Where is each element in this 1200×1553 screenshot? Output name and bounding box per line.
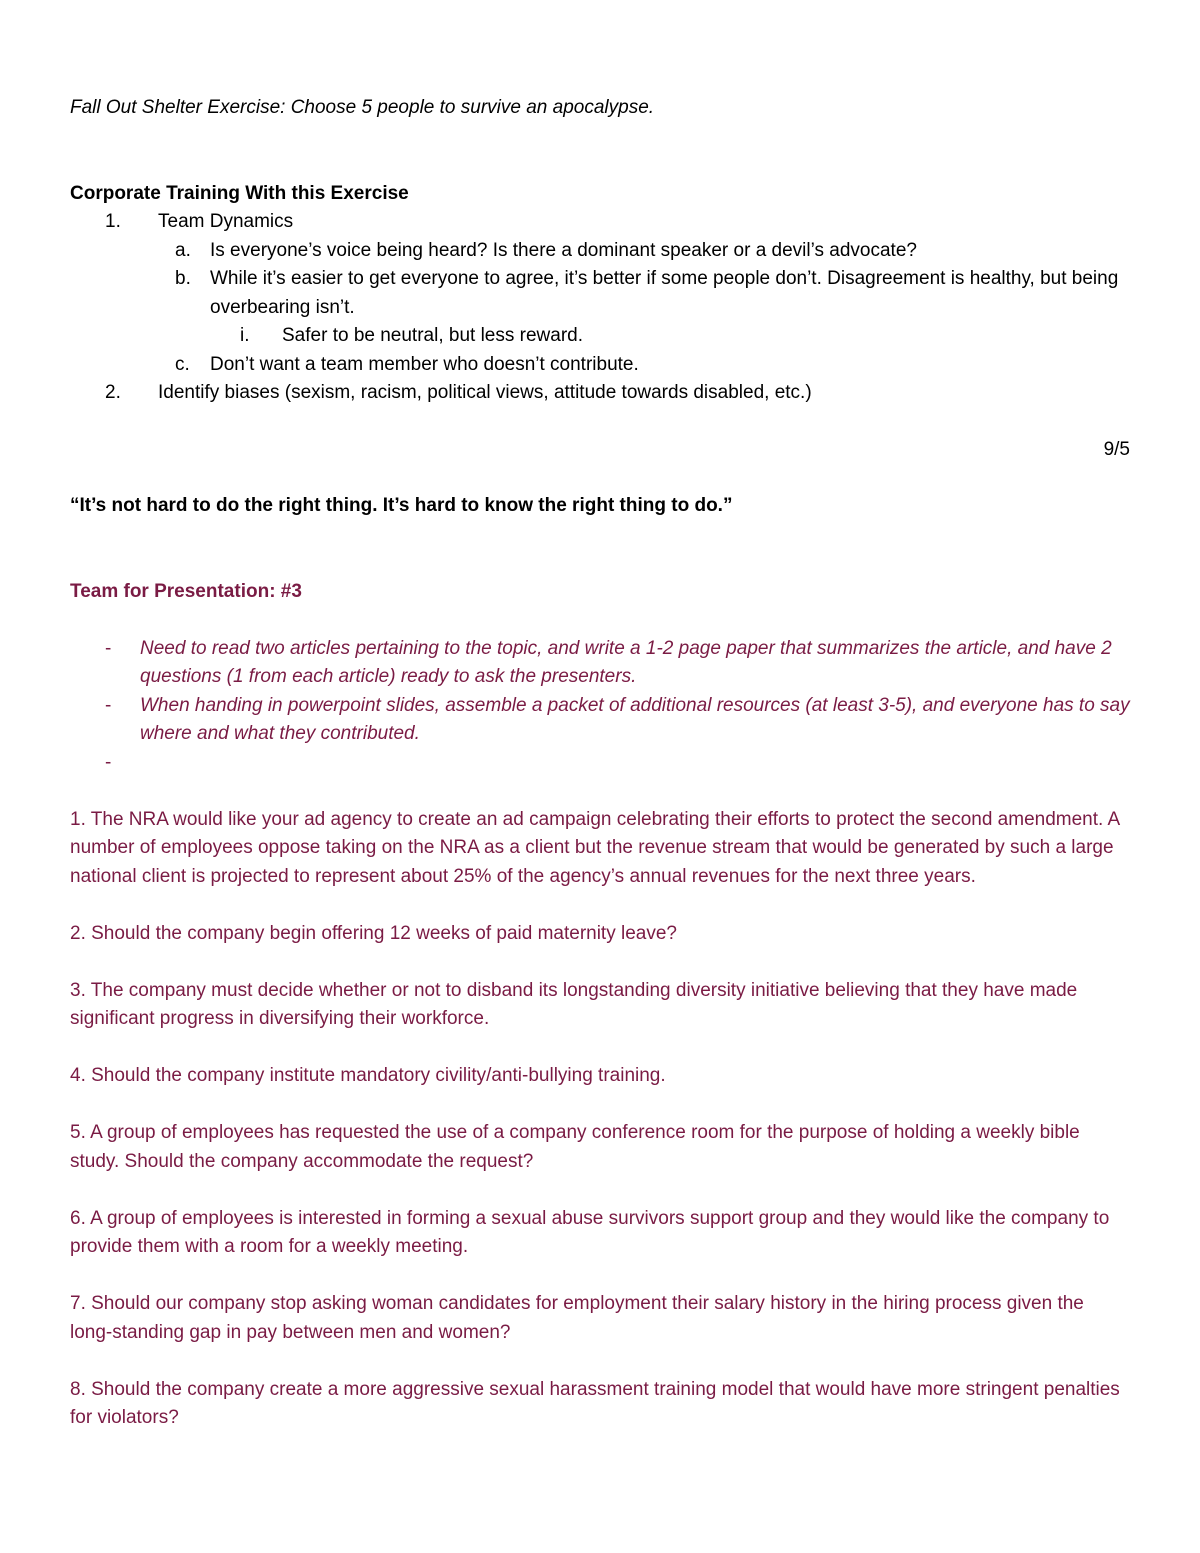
list-item-text: Identify biases (sexism, racism, political views, attitude towards disabled, etc.) <box>158 382 812 403</box>
training-item <box>70 208 1130 237</box>
dash-marker: - <box>105 751 112 773</box>
list-item-text: Team Dynamics <box>158 211 294 232</box>
scenario-list <box>70 806 1130 1433</box>
list-item <box>70 635 1130 692</box>
scenario-item: 3. The company must decide whether or not to disband its longstanding diversity initiative believing that they have made significant progress in diversifying their workforce. <box>70 979 1078 1029</box>
training-subsubitem <box>70 322 1130 351</box>
document-page <box>70 94 1130 1433</box>
training-list <box>70 208 1130 408</box>
scenario-item: 6. A group of employees is interested in forming a sexual abuse survivors support group and they would like the company to provide them with a room for a weekly meeting. <box>70 1207 1110 1257</box>
list-item-text: Need to read two articles pertaining to the topic, and write a 1-2 page paper that summarizes the article, and have 2 questions (1 from each article) ready to ask the presenters. <box>140 637 1112 687</box>
scenario-item: 8. Should the company create a more aggressive sexual harassment training model that would have more stringent penalties for violators? <box>70 1378 1120 1428</box>
list-item-text: Don’t want a team member who doesn’t contribute. <box>210 353 639 375</box>
list-item <box>70 749 1130 778</box>
list-marker: 2. <box>105 382 121 403</box>
list-item-text: When handing in powerpoint slides, assemble a packet of additional resources (at least 3-5), and everyone has to say where and what they contributed. <box>140 694 1130 744</box>
scenario-item: 4. Should the company institute mandatory civility/anti-bullying training. <box>70 1065 666 1086</box>
scenario-item: 1. The NRA would like your ad agency to create an ad campaign celebrating their efforts to protect the second amendment. A number of employees oppose taking on the NRA as a client but the revenue stream that would be generated by such a large national client is projected to represent about 25% of the agency’s annual revenues for the next three years. <box>70 808 1120 887</box>
scenario-item: 5. A group of employees has requested the use of a company conference room for the purpose of holding a weekly bible study. Should the company accommodate the request? <box>70 1122 1080 1172</box>
list-item-text: Is everyone’s voice being heard? Is there a dominant speaker or a devil’s advocate? <box>210 239 917 261</box>
training-heading: Corporate Training With this Exercise <box>70 182 409 204</box>
list-marker: b. <box>175 268 191 289</box>
team-heading: Team for Presentation: #3 <box>70 580 302 602</box>
quote: “It’s not hard to do the right thing. It’s hard to know the right thing to do.” <box>70 495 733 516</box>
list-marker: i. <box>240 325 250 346</box>
list-marker: 1. <box>105 211 121 232</box>
dash-marker: - <box>105 637 112 659</box>
training-subitem <box>70 351 1130 380</box>
scenario-item: 2. Should the company begin offering 12 weeks of paid maternity leave? <box>70 922 677 944</box>
training-subitem <box>70 265 1130 322</box>
list-marker: a. <box>175 239 191 261</box>
date-label: 9/5 <box>1103 438 1130 460</box>
scenario-item: 7. Should our company stop asking woman candidates for employment their salary history in the hiring process given the long-standing gap in pay between men and women? <box>70 1293 1084 1343</box>
training-subitem <box>70 237 1130 266</box>
list-marker: c. <box>175 353 190 375</box>
list-item-text: Safer to be neutral, but less reward. <box>282 325 583 346</box>
team-bullets <box>70 635 1130 778</box>
dash-marker: - <box>105 694 112 716</box>
training-item <box>70 379 1130 408</box>
list-item <box>70 692 1130 749</box>
intro-line: Fall Out Shelter Exercise: Choose 5 people to survive an apocalypse. <box>70 97 655 118</box>
list-item-text: While it’s easier to get everyone to agree, it’s better if some people don’t. Disagreement is healthy, but being overbearing isn’t. <box>210 268 1119 318</box>
